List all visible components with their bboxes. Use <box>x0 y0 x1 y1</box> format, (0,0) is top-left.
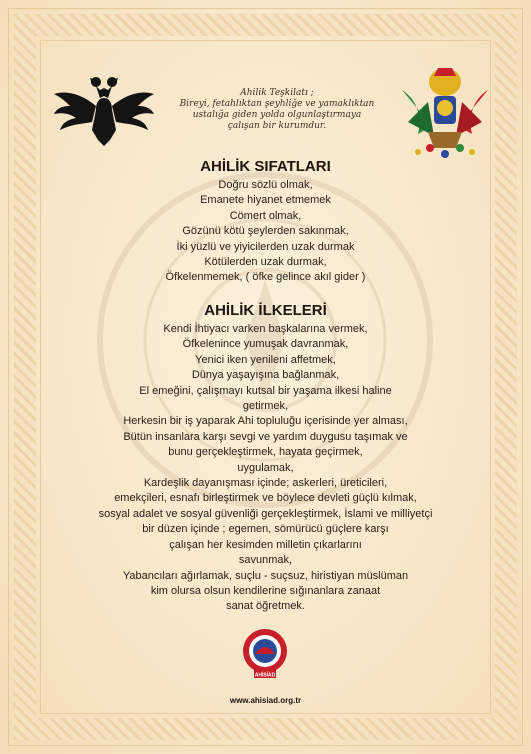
section-title-sifatlar: AHİLİK SIFATLARI <box>200 158 331 175</box>
sifat-item: Öfkelenmemek, ( öfke gelince akıl gider ) <box>165 271 366 284</box>
ilke-line: sosyal adalet ve sosyal güvenliği gerçekleştirmek, İslami ve milliyetçi <box>98 507 433 520</box>
ilke-line: Herkesin bir iş yaparak Ahi topluluğu içerisinde yer alması, <box>123 415 408 428</box>
intro-line: çalışan bir kurumdur. <box>227 121 327 131</box>
ilke-line: bunu gerçekleştirmek, hayata geçirmek, <box>168 446 363 459</box>
section-title-ilkeler: AHİLİK İLKELERİ <box>204 302 327 319</box>
ilke-line: Öfkelenince yumuşak davranmak, <box>182 338 349 351</box>
sifatlar-list <box>0 178 531 286</box>
sifat-item: Kötülerden uzak durmak, <box>204 256 327 269</box>
ilke-line: Kendi İhtiyacı varken başkalarına vermek, <box>163 323 368 335</box>
sifat-item: İki yüzlü ve yiyicilerden uzak durmak <box>176 240 355 253</box>
sifat-item: Doğru sözlü olmak, <box>218 179 313 191</box>
sifat-item: Emanete hiyanet etmemek <box>200 194 331 207</box>
ilkeler-list <box>0 322 531 615</box>
ilke-line: Kardeşlik dayanışması içinde; askerleri, üreticileri, <box>143 477 388 490</box>
ilke-line: uygulamak, <box>237 461 294 474</box>
ahisiad-logo-icon <box>242 628 288 682</box>
ilke-line: emekçileri, esnafı birleştirmek ve böylece devleti güçlü kılmak, <box>114 492 417 505</box>
ilke-line: Dünya yaşayışına bağlanmak, <box>191 369 340 382</box>
ilke-line: savunmak, <box>238 554 293 567</box>
ottoman-coat-of-arms-icon <box>398 62 492 160</box>
ilke-line: kim olursa olsun kendilerine sığınanlara zanaat <box>150 584 381 597</box>
ilke-line: Yabancıları ağırlamak, suçlu - suçsuz, hiristiyan müslüman <box>122 569 409 582</box>
ilke-line: çalışan her kesimden milletin çıkarlarını <box>169 538 362 551</box>
ilke-line: getirmek, <box>242 400 289 413</box>
ilke-line: sanat öğretmek. <box>226 600 305 613</box>
intro-text <box>158 88 396 132</box>
sifat-item: Gözünü kötü şeylerden sakınmak, <box>182 225 349 238</box>
ilke-line: Yenici iken yenileni affetmek, <box>195 353 336 366</box>
sifat-item: Cömert olmak, <box>229 209 302 222</box>
ilke-line: Bütün insanlara karşı sevgi ve yardım duygusu taşımak ve <box>123 430 408 443</box>
logo-text: AHİSİAD <box>254 672 276 679</box>
intro-line: ustalığa giden yolda olgunlaştırmaya <box>192 110 362 120</box>
ilke-line: El emeğini, çalışmayı kutsal bir yaşama ilkesi haline <box>139 384 392 397</box>
ilke-line: bir düzen içinde ; egemen, sömürücü güçlere karşı <box>142 523 389 536</box>
intro-line: Bireyi, fetahlıktan şeyhliğe ve yamaklıktan <box>179 99 375 109</box>
intro-line: Ahilik Teşkilatı ; <box>240 88 314 98</box>
double-headed-eagle-icon <box>52 68 156 148</box>
website-url[interactable]: www.ahisiad.org.tr <box>229 696 302 705</box>
